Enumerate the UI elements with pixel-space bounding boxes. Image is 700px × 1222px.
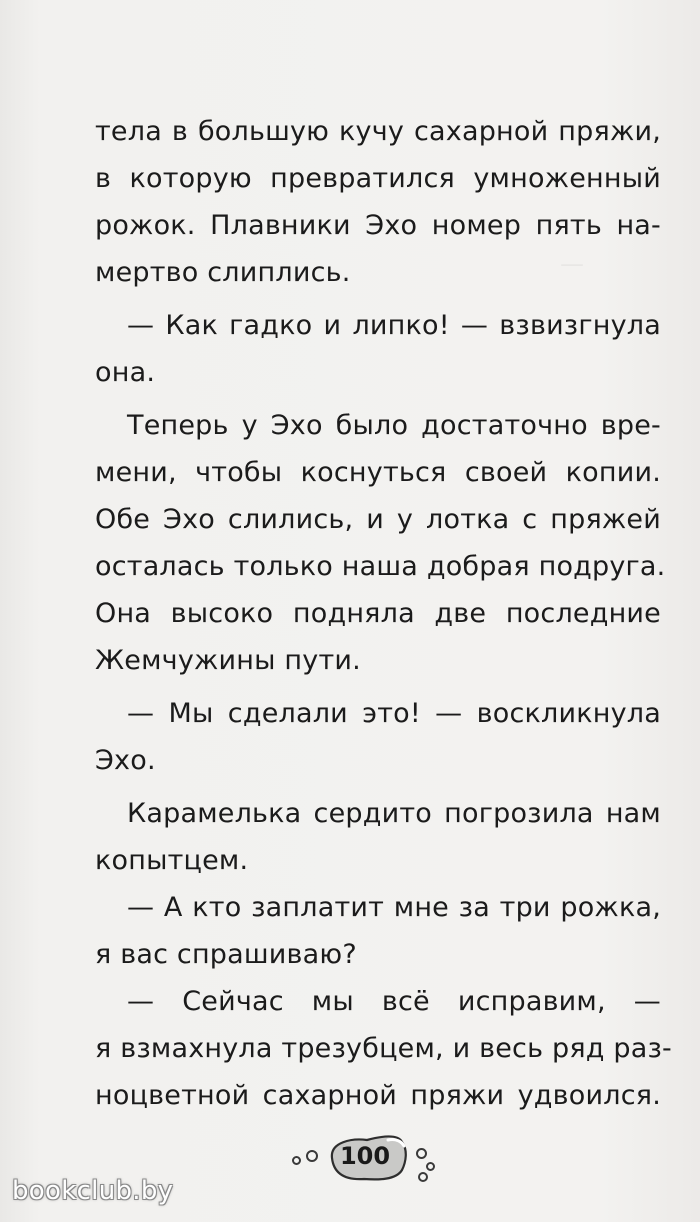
text-line: Она высоко подняла две последние — [95, 598, 661, 629]
text-line: Жемчужины пути. — [95, 645, 361, 676]
text-line: я взмахнула трезубцем, и весь ряд раз- — [95, 1033, 672, 1064]
bubble-icon — [292, 1156, 301, 1165]
bubble-icon — [418, 1172, 428, 1182]
bubble-icon — [426, 1162, 435, 1171]
page-number: 100 — [339, 1142, 391, 1170]
text-line: она. — [95, 357, 156, 388]
text-line: Теперь у Эхо было достаточно вре- — [127, 410, 661, 441]
page-number-ornament — [290, 1128, 450, 1188]
text-line: мертво слиплись. — [95, 257, 351, 288]
site-watermark: bookclub.by — [12, 1176, 174, 1206]
text-line: я вас спрашиваю? — [95, 939, 357, 970]
text-line: Обе Эхо слились, и у лотка с пряжей — [95, 504, 661, 535]
text-line: Карамелька сердито погрозила нам — [127, 798, 661, 829]
text-line: копытцем. — [95, 845, 249, 876]
text-line: осталась только наша добрая подруга. — [95, 551, 666, 582]
text-line: ноцветной сахарной пряжи удвоился. — [95, 1080, 661, 1111]
text-line: — А кто заплатит мне за три рожка, — [127, 892, 661, 923]
page-body-text — [95, 108, 672, 1119]
text-line: в которую превратился умноженный — [95, 163, 661, 194]
bubble-icon — [306, 1150, 318, 1162]
text-line: — Сейчас мы всё исправим, — — [127, 986, 661, 1017]
text-line: Эхо. — [95, 745, 156, 776]
text-line: — Как гадко и липко! — взвизгнула — [127, 310, 661, 341]
bubble-icon — [416, 1148, 427, 1159]
text-line: мени, чтобы коснуться своей копии. — [95, 457, 661, 488]
text-line: — Мы сделали это! — воскликнула — [127, 698, 661, 729]
text-line: рожок. Плавники Эхо номер пять на- — [95, 210, 661, 241]
text-line: тела в большую кучу сахарной пряжи, — [95, 116, 661, 147]
